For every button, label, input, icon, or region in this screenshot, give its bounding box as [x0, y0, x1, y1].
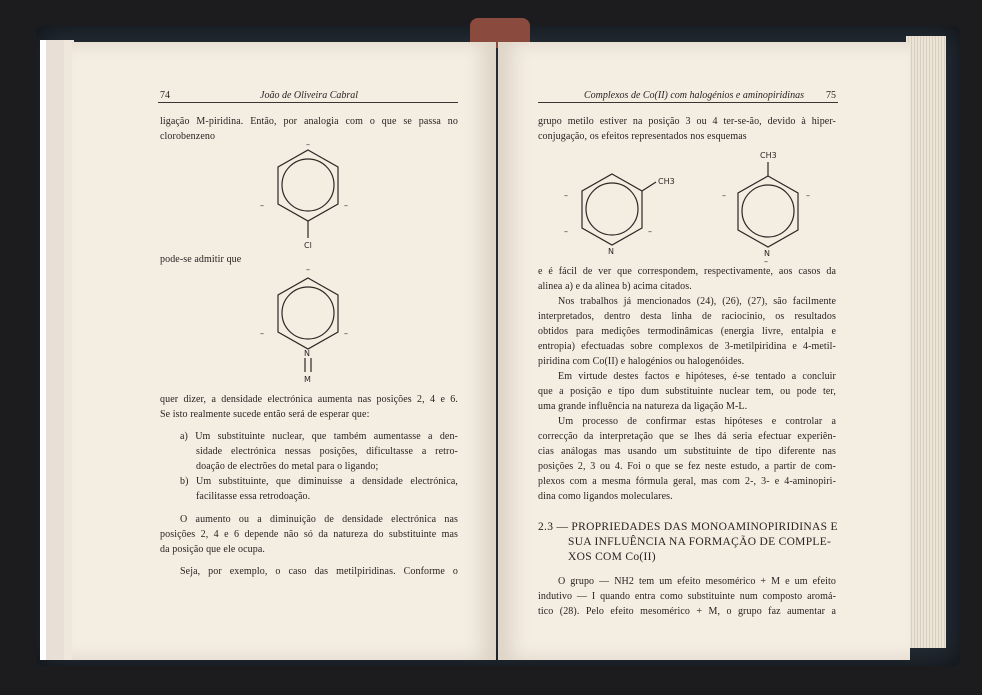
charge-label: – [722, 191, 726, 200]
charge-label: – [564, 227, 568, 236]
text-line: O grupo — NH2 tem um efeito mesomérico + M e um efeito [558, 576, 836, 587]
3-methylpyridine-structure [564, 166, 674, 256]
atom-label: Cl [304, 241, 312, 250]
charge-label: – [344, 329, 348, 338]
right-page [498, 42, 910, 660]
text-line: indutivo — I quando entra como substituinte num composto aromá- [538, 591, 836, 602]
charge-label: – [260, 329, 264, 338]
text-line: Em virtude destes factos e hipóteses, é-se tentado a concluir [558, 371, 836, 382]
atom-label: N [764, 249, 770, 258]
text-line: alinea a) e da alinea b) acima citados. [538, 281, 692, 292]
text-line: quer dizer, a densidade electrónica aumenta nas posições 2, 4 e 6. [160, 394, 458, 405]
text-line: e é fácil de ver que correspondem, respectivamente, aos casos da [538, 266, 836, 277]
text-line: pode-se admitir que [160, 254, 242, 265]
charge-label: – [306, 265, 310, 274]
running-header: Complexos de Co(II) com halogénios e aminopiridinas [584, 90, 804, 101]
atom-label: N [304, 349, 310, 358]
atom-label: M [304, 375, 311, 384]
charge-label: – [260, 201, 264, 210]
page-number: 75 [826, 90, 836, 101]
text-line: sidade electrónica nessas posições, dificultasse a retro- [196, 446, 458, 457]
charge-label: – [344, 201, 348, 210]
charge-label: – [764, 257, 768, 266]
text-line: Seja, por exemplo, o caso das metilpiridinas. Conforme o [180, 566, 458, 577]
text-line: dina como ligandos moleculares. [538, 491, 673, 502]
list-item: a) Um substituinte nuclear, que também aumentasse a den- [180, 431, 458, 442]
section-heading: XOS COM Co(II) [568, 551, 656, 563]
running-header: João de Oliveira Cabral [260, 90, 359, 101]
section-heading: SUA INFLUÊNCIA NA FORMAÇÃO DE COMPLE- [568, 536, 832, 548]
text-line: entropia) efectuadas sobre complexos de 3-metilpiridina e 4-metil- [538, 341, 836, 352]
atom-label: N [608, 247, 614, 256]
text-line: posições 2, 3 ou 4. Foi o que se fez neste estudo, a partir de com- [538, 461, 836, 472]
charge-label: – [564, 191, 568, 200]
text-line: da posição que ele ocupa. [160, 544, 265, 555]
header-rule [158, 102, 458, 103]
text-line: piridina com Co(II) e halogénios ou halogenóides. [538, 356, 745, 367]
text-line: obtidos para medições termodinâmicas (energia livre, entalpia e [538, 326, 836, 337]
page-number: 74 [160, 90, 170, 101]
text-line: cias análogas mas usando um substituinte de tipo diferente nas [538, 446, 836, 457]
text-line: grupo metilo estiver na posição 3 ou 4 ter-se-ão, devido à hiper- [538, 116, 836, 127]
charge-label: – [306, 140, 310, 149]
text-line: tico (28). Pelo efeito mesomérico + M, o grupo faz aumentar a [538, 606, 836, 617]
header-rule [538, 102, 838, 103]
text-line: Um processo de confirmar estas hipóteses e controlar a [558, 416, 836, 427]
right-page-edges [906, 36, 946, 648]
list-item: b) Um substituinte, que diminuisse a densidade electrónica, [180, 476, 458, 487]
text-line: plexos com a mesma fórmula geral, mas com 2-, 3- e 4-aminopiri- [538, 476, 836, 487]
chlorobenzene-structure [260, 142, 360, 252]
text-line: uma grande influência na natureza da ligação M-L. [538, 401, 748, 412]
text-line: Nos trabalhos já mencionados (24), (26), (27), são facilmente [558, 296, 836, 307]
charge-label: – [806, 191, 810, 200]
text-line: ligação M-piridina. Então, por analogia com o que se passa no [160, 116, 458, 127]
left-page [72, 42, 496, 660]
text-line: Se isto realmente sucede então será de esperar que: [160, 409, 370, 420]
text-line: correcção da interpretação que se lhes dá seria efectuar experiên- [538, 431, 836, 442]
charge-label: – [648, 227, 652, 236]
section-heading: 2.3 — PROPRIEDADES DAS MONOAMINOPIRIDINAS E [538, 521, 838, 533]
text-line: doação de electrões do metal para o ligando; [196, 461, 379, 472]
text-line: posições 2, 4 e 6 depende não só da natureza do substituinte mas [160, 529, 458, 540]
text-line: interpretados, dentro desta linha de raciocinio, os resultados [538, 311, 836, 322]
text-line: clorobenzeno [160, 131, 216, 142]
4-methylpyridine-structure [720, 150, 830, 266]
pyridine-metal-structure [260, 266, 360, 386]
atom-label: CH3 [760, 151, 777, 160]
text-line: conjugação, os efeitos representados nos esquemas [538, 131, 747, 142]
text-line: que a posição e tipo dum substituinte nuclear tem, ou pode ter, [538, 386, 836, 397]
text-line: facilitasse essa retrodoação. [196, 491, 311, 502]
left-page-edges [40, 40, 74, 660]
atom-label: CH3 [658, 177, 675, 186]
text-line: O aumento ou a diminuição de densidade electrónica nas [180, 514, 458, 525]
